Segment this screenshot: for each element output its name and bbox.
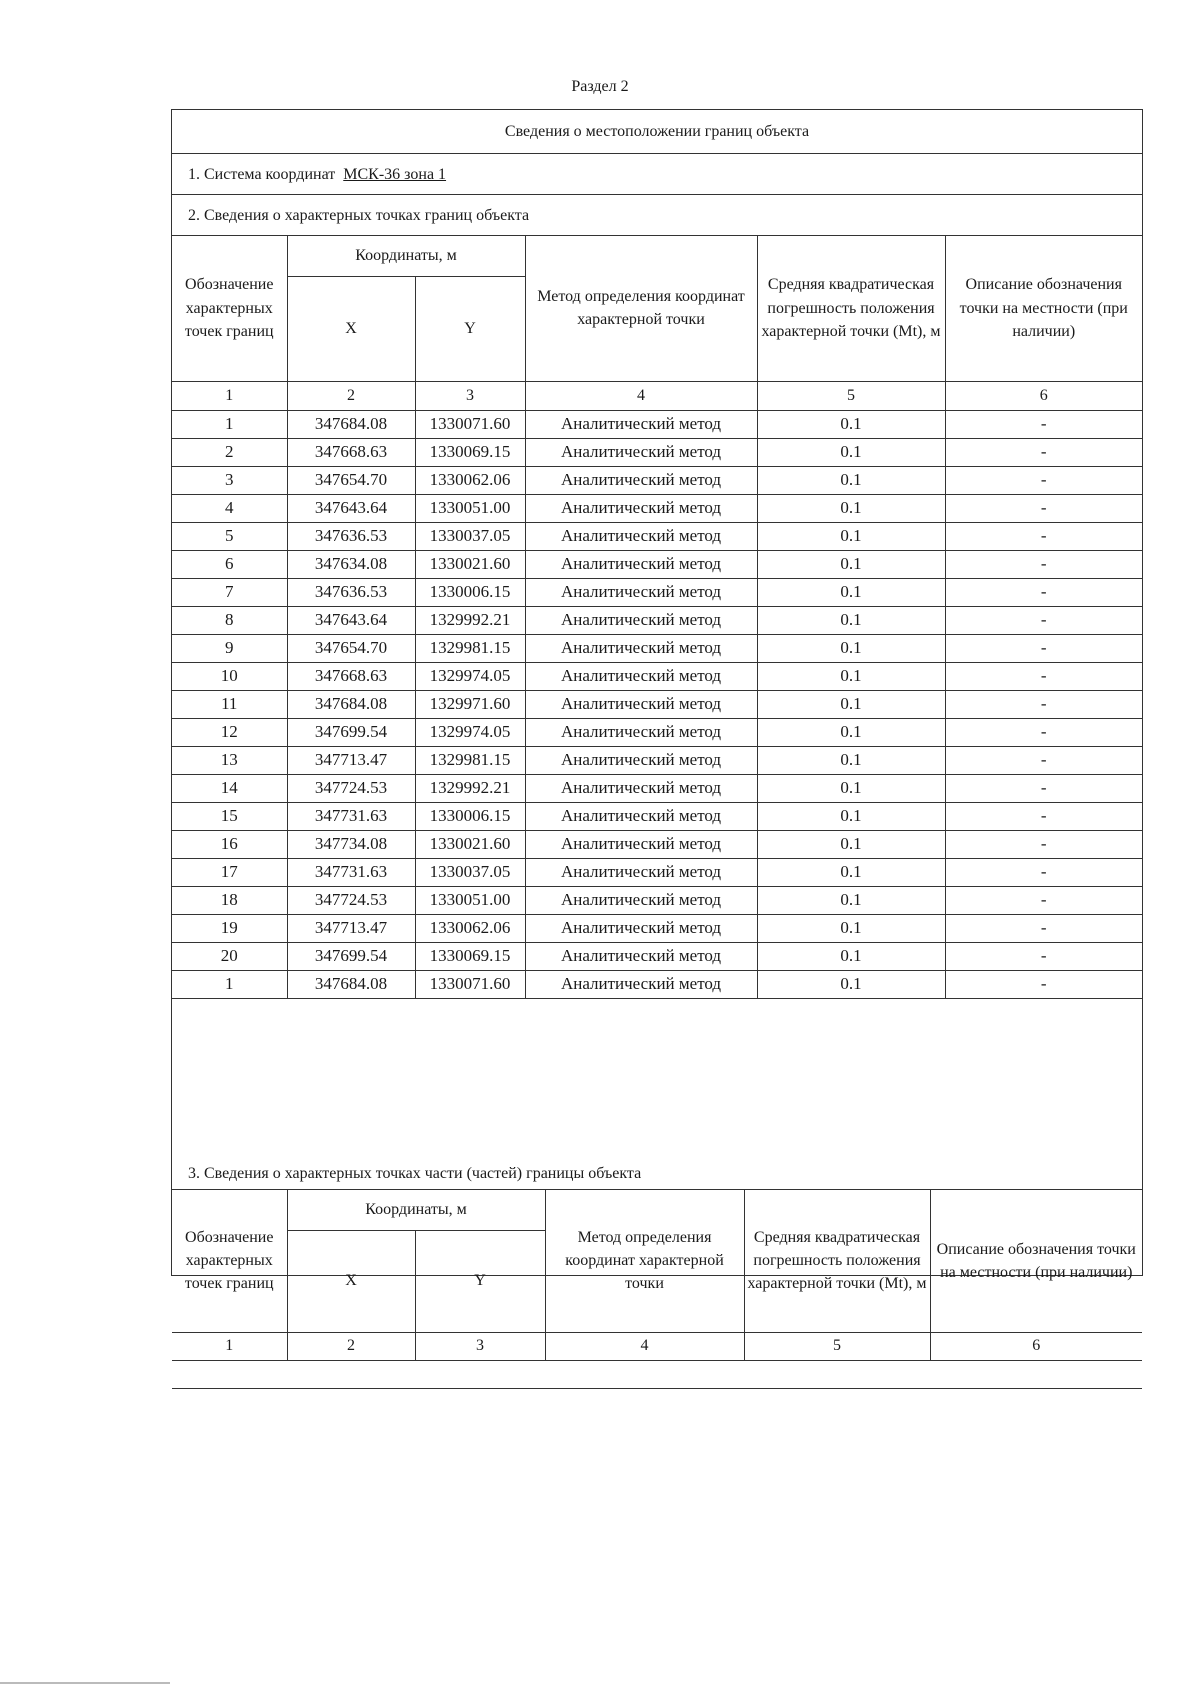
- method: Аналитический метод: [525, 914, 757, 942]
- coord-y: 1329992.21: [415, 774, 525, 802]
- point-number: 9: [172, 634, 287, 662]
- table-row: [172, 746, 1142, 774]
- column-number: 3: [415, 381, 525, 410]
- point-number: 15: [172, 802, 287, 830]
- coord-y: 1329992.21: [415, 606, 525, 634]
- table-row: [172, 690, 1142, 718]
- coord-x: 347643.64: [287, 606, 415, 634]
- mean-error: 0.1: [757, 410, 945, 438]
- point-number: 10: [172, 662, 287, 690]
- table-row: [172, 858, 1142, 886]
- column-number: 3: [415, 1332, 545, 1360]
- mean-error: 0.1: [757, 578, 945, 606]
- coord-x: 347731.63: [287, 802, 415, 830]
- table-row: [172, 438, 1142, 466]
- coord-y: 1330021.60: [415, 830, 525, 858]
- description: -: [945, 970, 1142, 998]
- boundary-points-table: [172, 236, 1142, 999]
- column-numbers-row: [172, 381, 1142, 410]
- header-error: Средняя квадратическая погрешность положения характерной точки (Mt), м: [757, 236, 945, 381]
- column-number: 6: [930, 1332, 1142, 1360]
- method: Аналитический метод: [525, 802, 757, 830]
- header-x: X: [287, 276, 415, 381]
- description: -: [945, 690, 1142, 718]
- method: Аналитический метод: [525, 550, 757, 578]
- method: Аналитический метод: [525, 830, 757, 858]
- method: Аналитический метод: [525, 634, 757, 662]
- coord-x: 347713.47: [287, 746, 415, 774]
- coord-x: 347654.70: [287, 466, 415, 494]
- point-number: 1: [172, 410, 287, 438]
- coord-x: 347713.47: [287, 914, 415, 942]
- coord-y: 1329981.15: [415, 634, 525, 662]
- table-row: [172, 466, 1142, 494]
- method: Аналитический метод: [525, 690, 757, 718]
- header-coords: Координаты, м: [287, 1190, 545, 1230]
- table-row: [172, 634, 1142, 662]
- mean-error: 0.1: [757, 886, 945, 914]
- section3-title: 3. Сведения о характерных точках части (частей) границы объекта: [172, 1157, 1142, 1190]
- coord-system-value: МСК-36 зона 1: [343, 166, 447, 183]
- point-number: 3: [172, 466, 287, 494]
- empty-row: [172, 1360, 1142, 1388]
- column-number: 5: [744, 1332, 930, 1360]
- point-number: 5: [172, 522, 287, 550]
- section2-title: 2. Сведения о характерных точках границ объекта: [172, 195, 1142, 236]
- coord-x: 347636.53: [287, 578, 415, 606]
- coord-y: 1330021.60: [415, 550, 525, 578]
- coord-y: 1330051.00: [415, 494, 525, 522]
- coord-y: 1329974.05: [415, 718, 525, 746]
- column-number: 6: [945, 381, 1142, 410]
- coord-x: 347734.08: [287, 830, 415, 858]
- table-row: [172, 718, 1142, 746]
- header-y: Y: [415, 276, 525, 381]
- mean-error: 0.1: [757, 662, 945, 690]
- column-number: 1: [172, 1332, 287, 1360]
- coord-x: 347654.70: [287, 634, 415, 662]
- mean-error: 0.1: [757, 438, 945, 466]
- mean-error: 0.1: [757, 830, 945, 858]
- table-row: [172, 942, 1142, 970]
- header-method: Метод определения координат характерной точки: [525, 236, 757, 381]
- table-row: [172, 830, 1142, 858]
- point-number: 14: [172, 774, 287, 802]
- column-numbers-row: [172, 1332, 1142, 1360]
- coord-x: 347724.53: [287, 886, 415, 914]
- coord-y: 1330051.00: [415, 886, 525, 914]
- coord-y: 1330037.05: [415, 858, 525, 886]
- description: -: [945, 802, 1142, 830]
- mean-error: 0.1: [757, 550, 945, 578]
- method: Аналитический метод: [525, 942, 757, 970]
- coord-y: 1330062.06: [415, 466, 525, 494]
- header-designation: Обозначение характерных точек границ: [172, 1190, 287, 1332]
- table-row: [172, 410, 1142, 438]
- coord-y: 1330069.15: [415, 942, 525, 970]
- mean-error: 0.1: [757, 858, 945, 886]
- coord-y: 1329981.15: [415, 746, 525, 774]
- coord-y: 1330006.15: [415, 578, 525, 606]
- method: Аналитический метод: [525, 662, 757, 690]
- object-boundaries-form: [171, 109, 1143, 1355]
- method: Аналитический метод: [525, 886, 757, 914]
- description: -: [945, 886, 1142, 914]
- mean-error: 0.1: [757, 746, 945, 774]
- method: Аналитический метод: [525, 438, 757, 466]
- method: Аналитический метод: [525, 774, 757, 802]
- column-number: 5: [757, 381, 945, 410]
- description: -: [945, 578, 1142, 606]
- mean-error: 0.1: [757, 634, 945, 662]
- coord-x: 347724.53: [287, 774, 415, 802]
- table-row: [172, 550, 1142, 578]
- description: -: [945, 830, 1142, 858]
- description: -: [945, 774, 1142, 802]
- mean-error: 0.1: [757, 802, 945, 830]
- point-number: 13: [172, 746, 287, 774]
- mean-error: 0.1: [757, 466, 945, 494]
- mean-error: 0.1: [757, 606, 945, 634]
- coord-system-label: 1. Система координат: [188, 166, 336, 183]
- coord-x: 347684.08: [287, 970, 415, 998]
- header-x: X: [287, 1230, 415, 1332]
- coord-x: 347731.63: [287, 858, 415, 886]
- point-number: 12: [172, 718, 287, 746]
- point-number: 2: [172, 438, 287, 466]
- description: -: [945, 858, 1142, 886]
- mean-error: 0.1: [757, 774, 945, 802]
- method: Аналитический метод: [525, 410, 757, 438]
- point-number: 7: [172, 578, 287, 606]
- point-number: 6: [172, 550, 287, 578]
- description: -: [945, 942, 1142, 970]
- header-y: Y: [415, 1230, 545, 1332]
- mean-error: 0.1: [757, 522, 945, 550]
- section-title: Раздел 2: [571, 78, 629, 95]
- mean-error: 0.1: [757, 970, 945, 998]
- header-title: Сведения о местоположении границ объекта: [172, 110, 1142, 154]
- coord-y: 1330062.06: [415, 914, 525, 942]
- table-row: [172, 886, 1142, 914]
- coord-x: 347684.08: [287, 410, 415, 438]
- method: Аналитический метод: [525, 466, 757, 494]
- description: -: [945, 718, 1142, 746]
- header-description: Описание обозначения точки на местности (при наличии): [945, 236, 1142, 381]
- point-number: 19: [172, 914, 287, 942]
- coord-x: 347684.08: [287, 690, 415, 718]
- method: Аналитический метод: [525, 718, 757, 746]
- part-boundary-points-table: [172, 1190, 1142, 1389]
- coord-x: 347634.08: [287, 550, 415, 578]
- coord-y: 1329974.05: [415, 662, 525, 690]
- coord-y: 1330071.60: [415, 410, 525, 438]
- description: -: [945, 494, 1142, 522]
- coord-y: 1330069.15: [415, 438, 525, 466]
- mean-error: 0.1: [757, 942, 945, 970]
- coord-x: 347699.54: [287, 718, 415, 746]
- table-row: [172, 494, 1142, 522]
- table-row: [172, 578, 1142, 606]
- description: -: [945, 606, 1142, 634]
- description: -: [945, 662, 1142, 690]
- table-row: [172, 774, 1142, 802]
- mean-error: 0.1: [757, 914, 945, 942]
- header-coords: Координаты, м: [287, 236, 525, 276]
- method: Аналитический метод: [525, 858, 757, 886]
- empty-cell: [172, 1360, 1142, 1388]
- point-number: 11: [172, 690, 287, 718]
- description: -: [945, 746, 1142, 774]
- description: -: [945, 522, 1142, 550]
- method: Аналитический метод: [525, 494, 757, 522]
- coord-y: 1330006.15: [415, 802, 525, 830]
- mean-error: 0.1: [757, 718, 945, 746]
- description: -: [945, 466, 1142, 494]
- point-number: 8: [172, 606, 287, 634]
- column-number: 4: [525, 381, 757, 410]
- coord-y: 1330037.05: [415, 522, 525, 550]
- table-row: [172, 970, 1142, 998]
- coord-y: 1330071.60: [415, 970, 525, 998]
- table-row: [172, 914, 1142, 942]
- point-number: 4: [172, 494, 287, 522]
- column-number: 2: [287, 381, 415, 410]
- point-number: 1: [172, 970, 287, 998]
- column-number: 1: [172, 381, 287, 410]
- column-number: 2: [287, 1332, 415, 1360]
- coord-x: 347636.53: [287, 522, 415, 550]
- method: Аналитический метод: [525, 970, 757, 998]
- point-number: 20: [172, 942, 287, 970]
- point-number: 16: [172, 830, 287, 858]
- description: -: [945, 914, 1142, 942]
- description: -: [945, 410, 1142, 438]
- coord-system-row: [172, 154, 1142, 195]
- method: Аналитический метод: [525, 746, 757, 774]
- column-number: 4: [545, 1332, 744, 1360]
- header-error: Средняя квадратическая погрешность положения характерной точки (Mt), м: [744, 1190, 930, 1332]
- header-designation: Обозначение характерных точек границ: [172, 236, 287, 381]
- header-method: Метод определения координат характерной точки: [545, 1190, 744, 1332]
- coord-x: 347699.54: [287, 942, 415, 970]
- table-row: [172, 802, 1142, 830]
- coord-x: 347668.63: [287, 662, 415, 690]
- mean-error: 0.1: [757, 494, 945, 522]
- description: -: [945, 634, 1142, 662]
- table-row: [172, 606, 1142, 634]
- table-row: [172, 522, 1142, 550]
- header-description: Описание обозначения точки на местности (при наличии): [930, 1190, 1142, 1332]
- coord-y: 1329971.60: [415, 690, 525, 718]
- point-number: 18: [172, 886, 287, 914]
- mean-error: 0.1: [757, 690, 945, 718]
- coord-x: 347668.63: [287, 438, 415, 466]
- method: Аналитический метод: [525, 606, 757, 634]
- description: -: [945, 550, 1142, 578]
- table-row: [172, 662, 1142, 690]
- method: Аналитический метод: [525, 522, 757, 550]
- point-number: 17: [172, 858, 287, 886]
- description: -: [945, 438, 1142, 466]
- coord-x: 347643.64: [287, 494, 415, 522]
- method: Аналитический метод: [525, 578, 757, 606]
- scan-mark: [0, 1682, 170, 1684]
